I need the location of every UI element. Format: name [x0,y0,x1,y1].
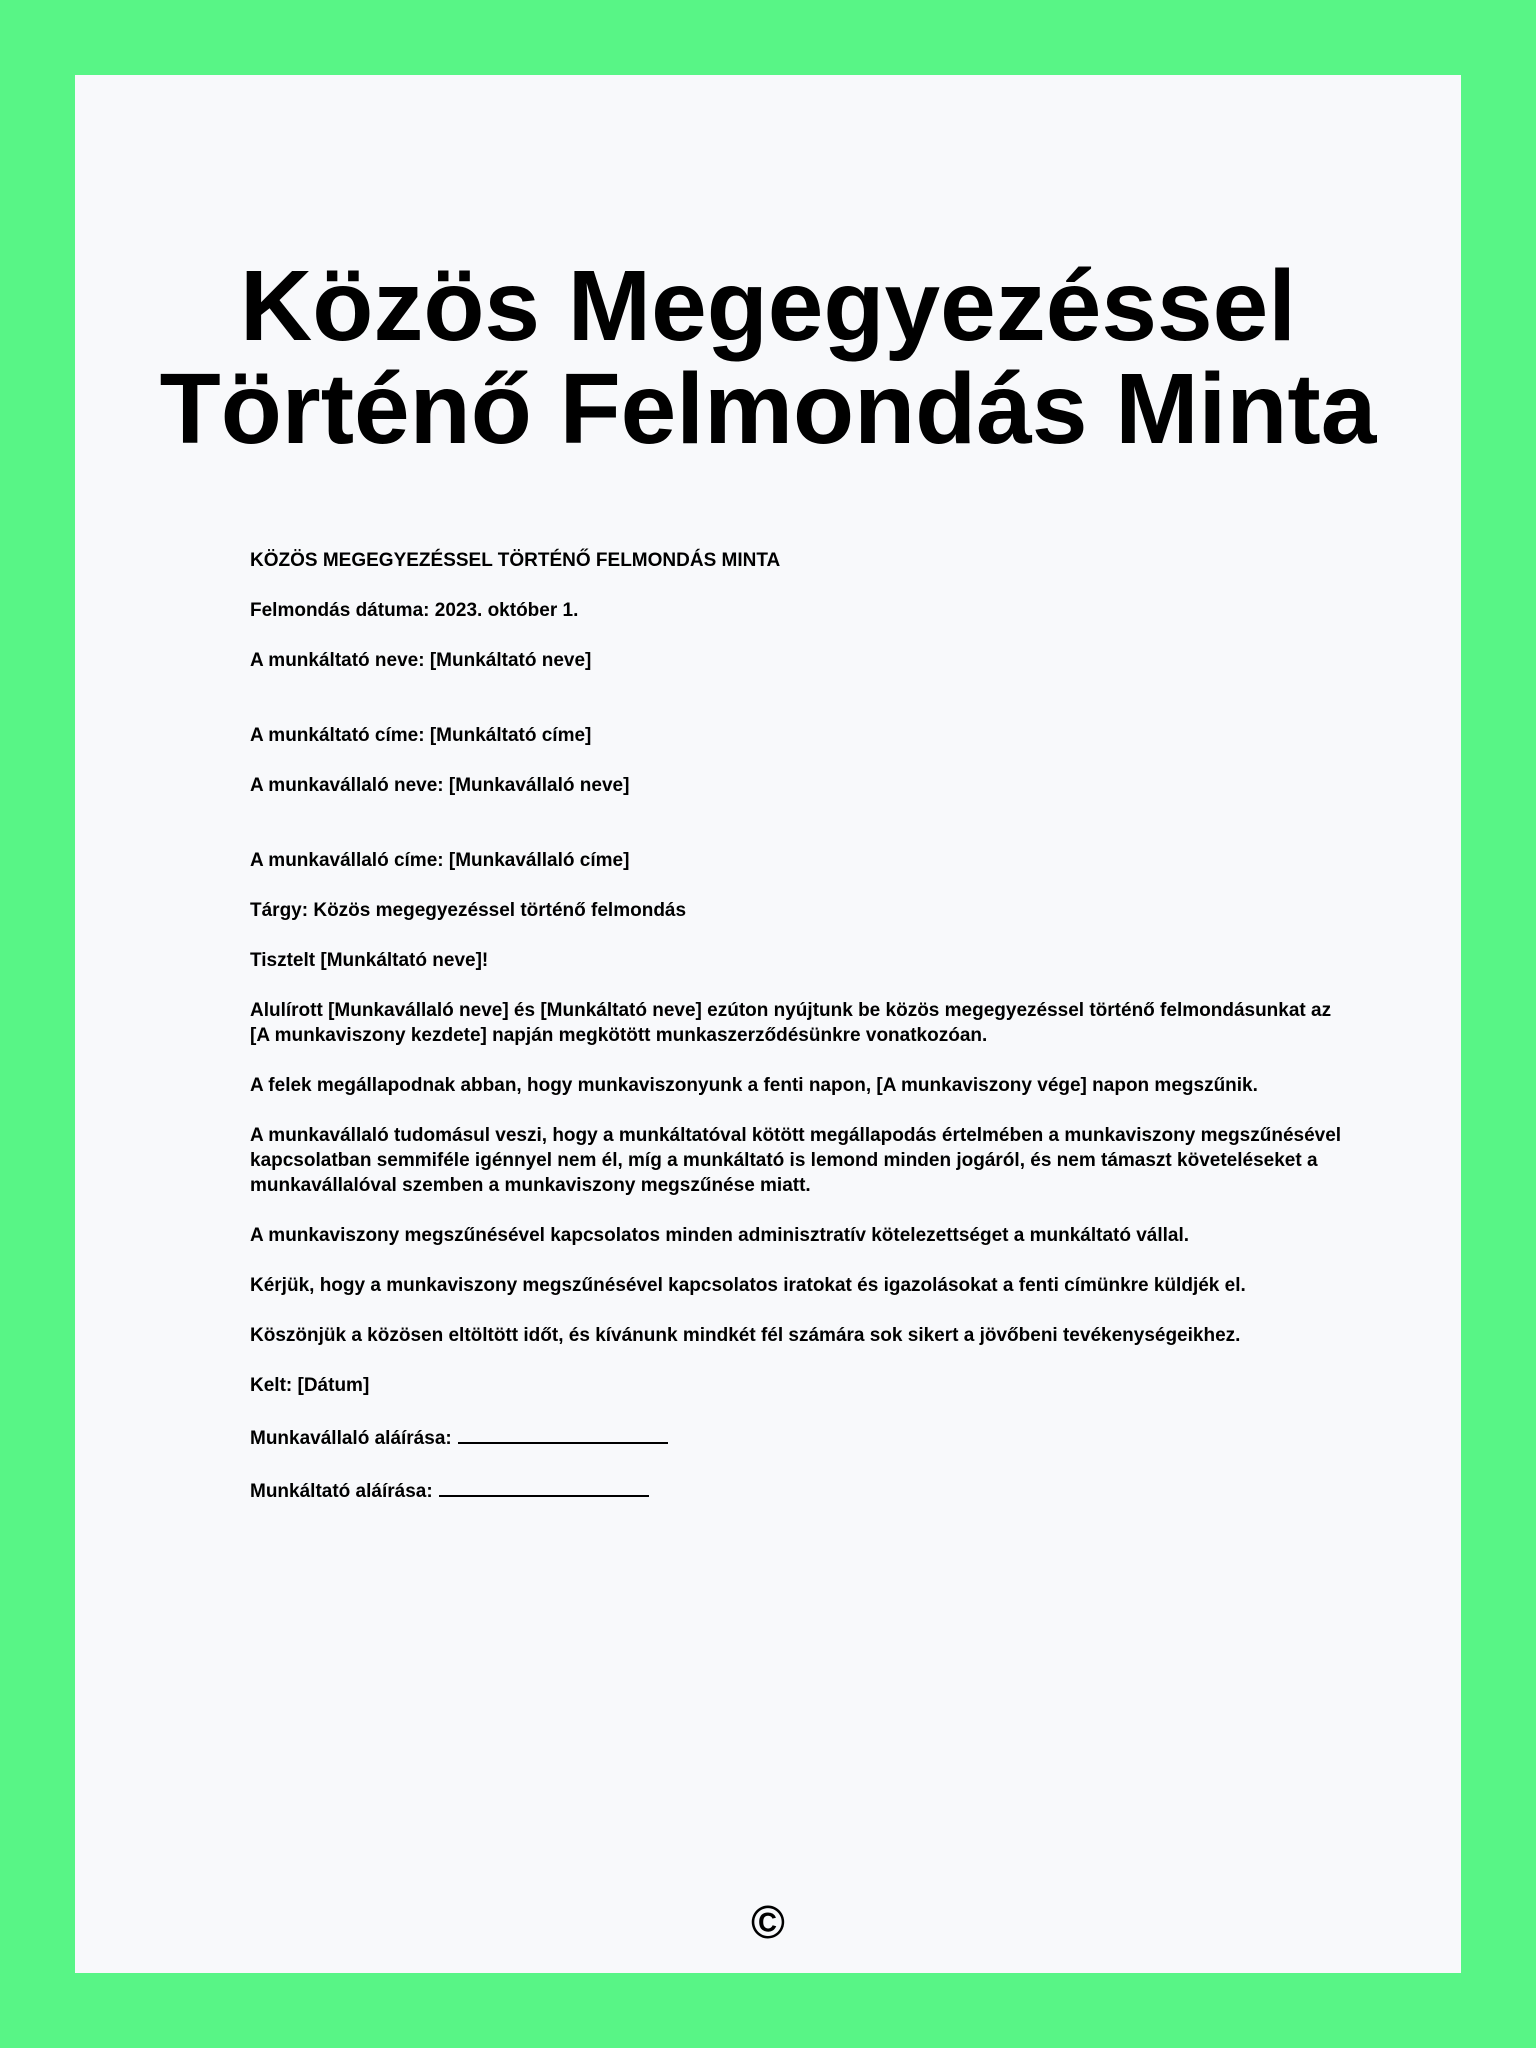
body-paragraph: A felek megállapodnak abban, hogy munkaviszonyunk a fenti napon, [A munkaviszony vége] napon megszűnik. [250,1075,1258,1096]
body-paragraph: Köszönjük a közösen eltöltött időt, és kívánunk mindkét fél számára sok sikert a jövőbeni tevékenységeikhez. [250,1325,1241,1346]
employer-name-line: A munkáltató neve: [Munkáltató neve] [250,650,592,671]
employer-address-line: A munkáltató címe: [Munkáltató címe] [250,725,592,746]
body-paragraph: A munkavállaló tudomásul veszi, hogy a munkáltatóval kötött megállapodás értelmében a munkaviszony megszűnésével kapcsolatban semmiféle igénnyel nem él, míg a munkáltató is lemond minden jogáról, és nem támaszt követeléseket a munkavállalóval szemben a munkaviszony megszűnése miatt. [250,1125,1347,1196]
body-paragraph: A munkaviszony megszűnésével kapcsolatos minden adminisztratív kötelezettséget a munkáltató vállal. [250,1225,1190,1246]
employee-name-line: A munkavállaló neve: [Munkavállaló neve] [250,775,630,796]
employee-signature-row [250,1423,1350,1451]
employee-address-line: A munkavállaló címe: [Munkavállaló címe] [250,850,630,871]
document-body [250,548,1350,1529]
employee-signature-label: Munkavállaló aláírása: [250,1428,452,1449]
document-heading: KÖZÖS MEGEGYEZÉSSEL TÖRTÉNŐ FELMONDÁS MINTA [250,550,781,571]
body-paragraph: Kérjük, hogy a munkaviszony megszűnésével kapcsolatos iratokat és igazolásokat a fenti címünkre küldjék el. [250,1275,1246,1296]
document-page [75,75,1461,1973]
issued-line: Kelt: [Dátum] [250,1375,370,1396]
employer-signature-label: Munkáltató aláírása: [250,1481,433,1502]
salutation: Tisztelt [Munkáltató neve]! [250,950,489,971]
employer-signature-line [439,1476,649,1497]
body-paragraph: Alulírott [Munkavállaló neve] és [Munkáltató neve] ezúton nyújtunk be közös megegyezéssel történő felmondásunkat az [A munkaviszony kezdete] napján megkötött munkaszerződésünkre vonatkozóan. [250,1000,1337,1046]
document-title: Közös Megegyezéssel Történő Felmondás Minta [159,250,1377,465]
employer-signature-row [250,1476,1350,1504]
date-line: Felmondás dátuma: 2023. október 1. [250,600,579,621]
subject-line: Tárgy: Közös megegyezéssel történő felmondás [250,900,687,921]
employee-signature-line [458,1423,668,1444]
copyright-mark: © [751,1896,785,1948]
